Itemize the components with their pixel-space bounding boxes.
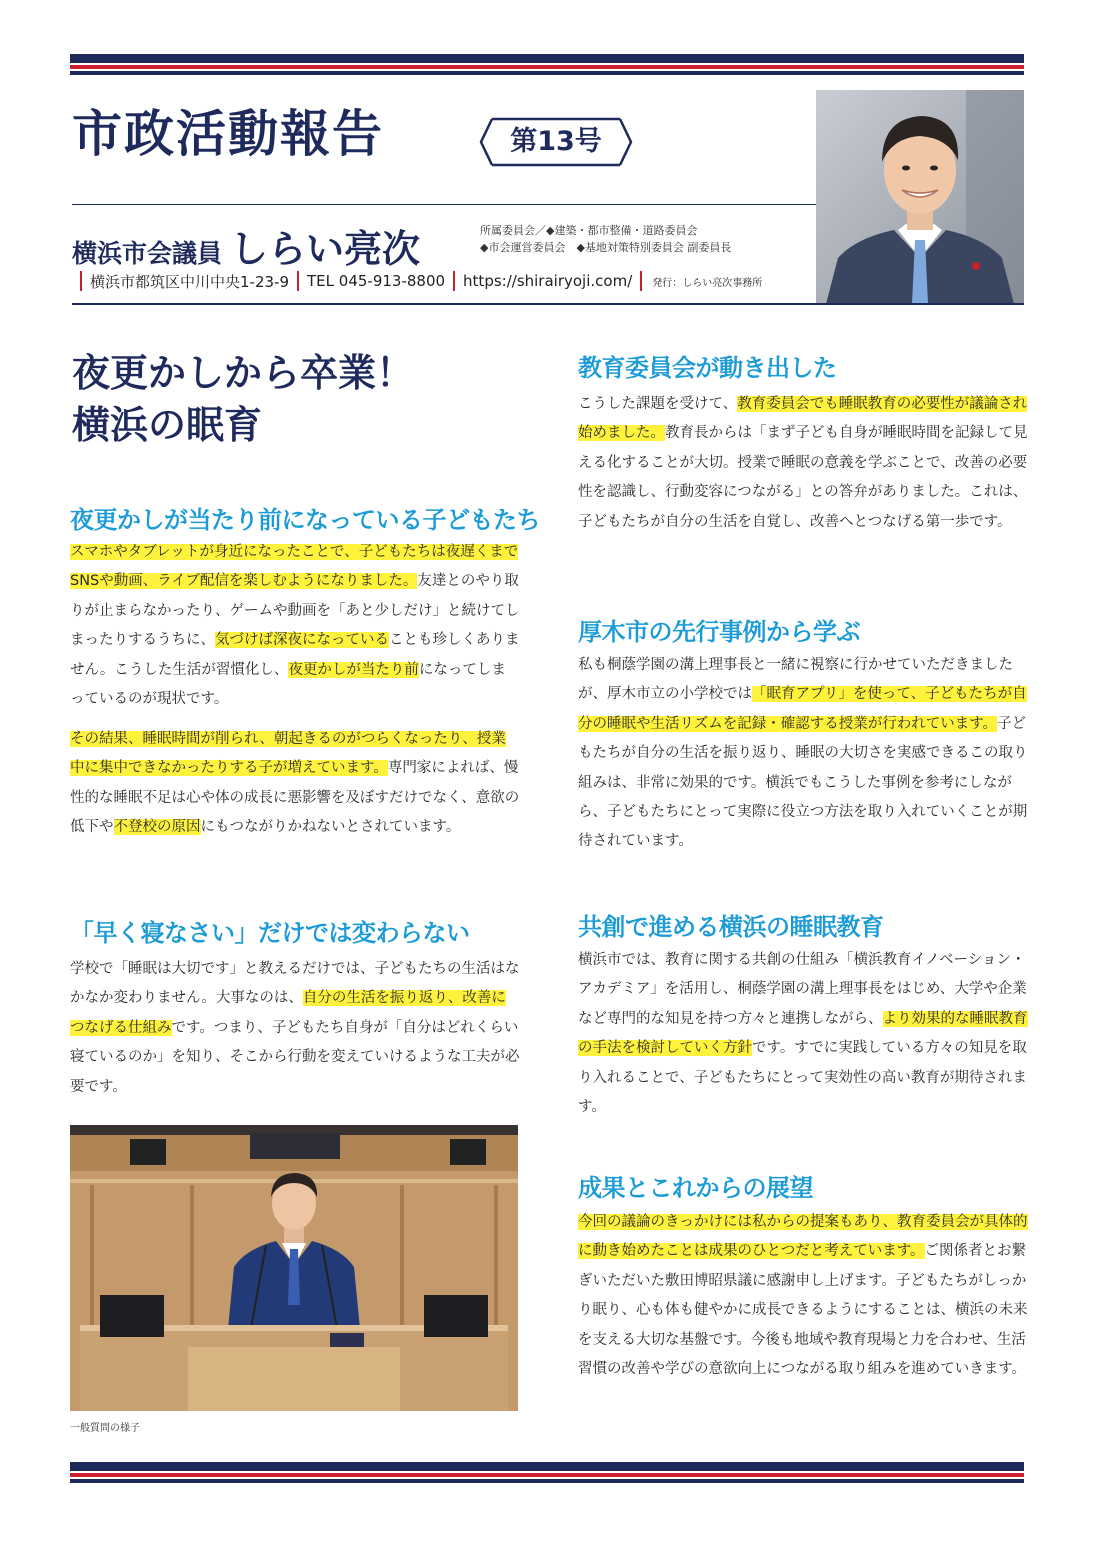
member-title [72, 218, 420, 273]
bottom-decorative-stripe [70, 1462, 1024, 1483]
header-bottom-rule [72, 303, 1024, 305]
contact-separator [453, 271, 455, 291]
highlighted-text: 不登校の原因 [113, 819, 201, 836]
section-heading: 夜更かしが当たり前になっている子どもたち [70, 506, 540, 534]
council-speech-photo-icon [70, 1125, 518, 1411]
article-title [72, 347, 414, 451]
highlighted-text: 気づけば深夜になっている [215, 632, 389, 649]
body-text: こうした課題を受けて、 [578, 396, 738, 412]
photo-caption: 一般質問の様子 [70, 1423, 140, 1434]
body-text: になってしまっているのが現状です。 [70, 661, 506, 708]
section-heading: 厚木市の先行事例から学ぶ [578, 618, 860, 646]
issue-number-badge [478, 116, 634, 168]
body-text: です。すでに実践している方々の知見を取り入れることで、子どもたちにとって実効性の高い教育が期待されます。 [578, 1040, 1027, 1116]
committee-line: 所属委員会／◆建築・都市整備・道路委員会 [480, 224, 698, 237]
website-link[interactable]: https://shirairyoji.com/ [463, 272, 633, 290]
highlighted-text: より効果的な睡眠教育の手法を検討していく方針 [578, 1010, 1028, 1057]
section-paragraph [70, 725, 520, 843]
section-paragraph [578, 390, 1028, 537]
header-divider [72, 204, 830, 205]
article-title-line: 横浜の眠育 [72, 403, 263, 447]
body-text: 教育長からは「まず子ども自身が睡眠時間を記録して見える化することが大切。授業で睡眠の意義を学ぶことで、改善の必要性を認識し、行動変容につながる」との答弁がありました。これは、子どもたちが自分の生活を自覚し、改善へとつなげる第一歩です。 [578, 425, 1028, 530]
section-paragraph [70, 955, 520, 1102]
contact-separator [297, 271, 299, 291]
committee-list [480, 222, 731, 256]
body-text: 子どもたちが自分の生活を振り返り、睡眠の大切さを実感できるこの取り組みは、非常に効果的です。横浜でもこうした事例を参考にしながら、子どもたちにとって実際に役立つ方法を取り入れていくことが期待されています。 [578, 715, 1028, 850]
committee-line: ◆市会運営委員会 ◆基地対策特別委員会 副委員長 [480, 241, 732, 254]
body-text: 専門家によれば、慢性的な睡眠不足は心や体の成長に悪影響を及ぼすだけでなく、意欲の低下や [70, 760, 520, 836]
office-address: 横浜市都筑区中川中央1-23-9 [90, 272, 290, 291]
body-text: 友達とのやり取りが止まらなかったり、ゲームや動画を「あと少しだけ」と続けてしまったりするうちに、 [70, 573, 520, 649]
section-heading: 成果とこれからの展望 [578, 1174, 813, 1202]
member-name: しらい亮次 [230, 227, 421, 271]
body-text: ご関係者とお繋ぎいただいた敷田博昭県議に感謝申し上げます。子どもたちがしっかり眠り、心も体も健やかに成長できるようにすることは、横浜の未来を支える大切な基盤です。今後も地域や教育現場と力を合わせ、生活習慣の改善や学びの意欲向上につながる取り組みを進めていきます。 [578, 1243, 1028, 1378]
publisher-note: 発行：しらい亮次事務所 [652, 277, 763, 289]
highlighted-text: スマホやタブレットが身近になったことで、子どもたちは夜遅くまでSNSや動画、ライブ配信を楽しむようになりました。 [70, 544, 519, 590]
section-paragraph [578, 1208, 1028, 1384]
section-heading: 「早く寝なさい」だけでは変わらない [70, 919, 470, 947]
section-paragraph [578, 651, 1028, 857]
body-text: です。つまり、子どもたち自身が「自分はどれくらい寝ているのか」を知り、そこから行動を変えていけるような工夫が必要です。 [70, 1019, 520, 1095]
body-text: 私も桐蔭学園の溝上理事長と一緒に視察に行かせていただきましたが、厚木市立の小学校では [578, 657, 1013, 703]
section-heading: 教育委員会が動き出した [578, 354, 837, 382]
section-heading: 共創で進める横浜の睡眠教育 [578, 913, 884, 941]
issue-number: 第13号 [510, 126, 602, 157]
phone-number: TEL 045-913-8800 [307, 272, 446, 290]
top-decorative-stripe [70, 54, 1024, 75]
highlighted-text: 自分の生活を振り返り、改善につなげる仕組み [70, 990, 506, 1036]
contact-info [72, 270, 762, 292]
body-text: ことも珍しくありません。こうした生活が習慣化し、 [70, 632, 520, 678]
highlighted-text: その結果、睡眠時間が削られ、朝起きるのがつらくなったり、授業中に集中できなかったりする子が増えています。 [70, 731, 506, 777]
highlighted-text: 夜更かしが当たり前 [288, 661, 419, 678]
body-text: にもつながりかねないとされています。 [200, 819, 461, 836]
body-text: 学校で「睡眠は大切です」と教えるだけでは、子どもたちの生活はなかなか変わりません。大事なのは、 [70, 961, 520, 1007]
highlighted-text: 「眠育アプリ」を使って、子どもたちが自分の睡眠や生活リズムを記録・確認する授業が行われています。 [578, 686, 1027, 732]
highlighted-text: 教育委員会でも睡眠教育の必要性が議論され始めました。 [578, 396, 1028, 442]
section-paragraph [70, 538, 520, 714]
contact-separator [640, 271, 642, 291]
portrait-photo-icon [816, 90, 1024, 304]
article-title-line: 夜更かしから卒業！ [72, 351, 415, 395]
contact-separator [80, 271, 82, 291]
masthead-title: 市政活動報告 [72, 105, 384, 163]
member-role: 横浜市会議員 [72, 239, 223, 268]
body-text: 横浜市では、教育に関する共創の仕組み「横浜教育イノベーション・アカデミア」を活用し、桐蔭学園の溝上理事長をはじめ、大学や企業など専門的な知見を持つ方々と連携しながら、 [578, 952, 1027, 1027]
section-paragraph [578, 946, 1028, 1122]
highlighted-text: 今回の議論のきっかけには私からの提案もあり、教育委員会が具体的に動き始めたことは成果のひとつだと考えています。 [578, 1214, 1028, 1260]
